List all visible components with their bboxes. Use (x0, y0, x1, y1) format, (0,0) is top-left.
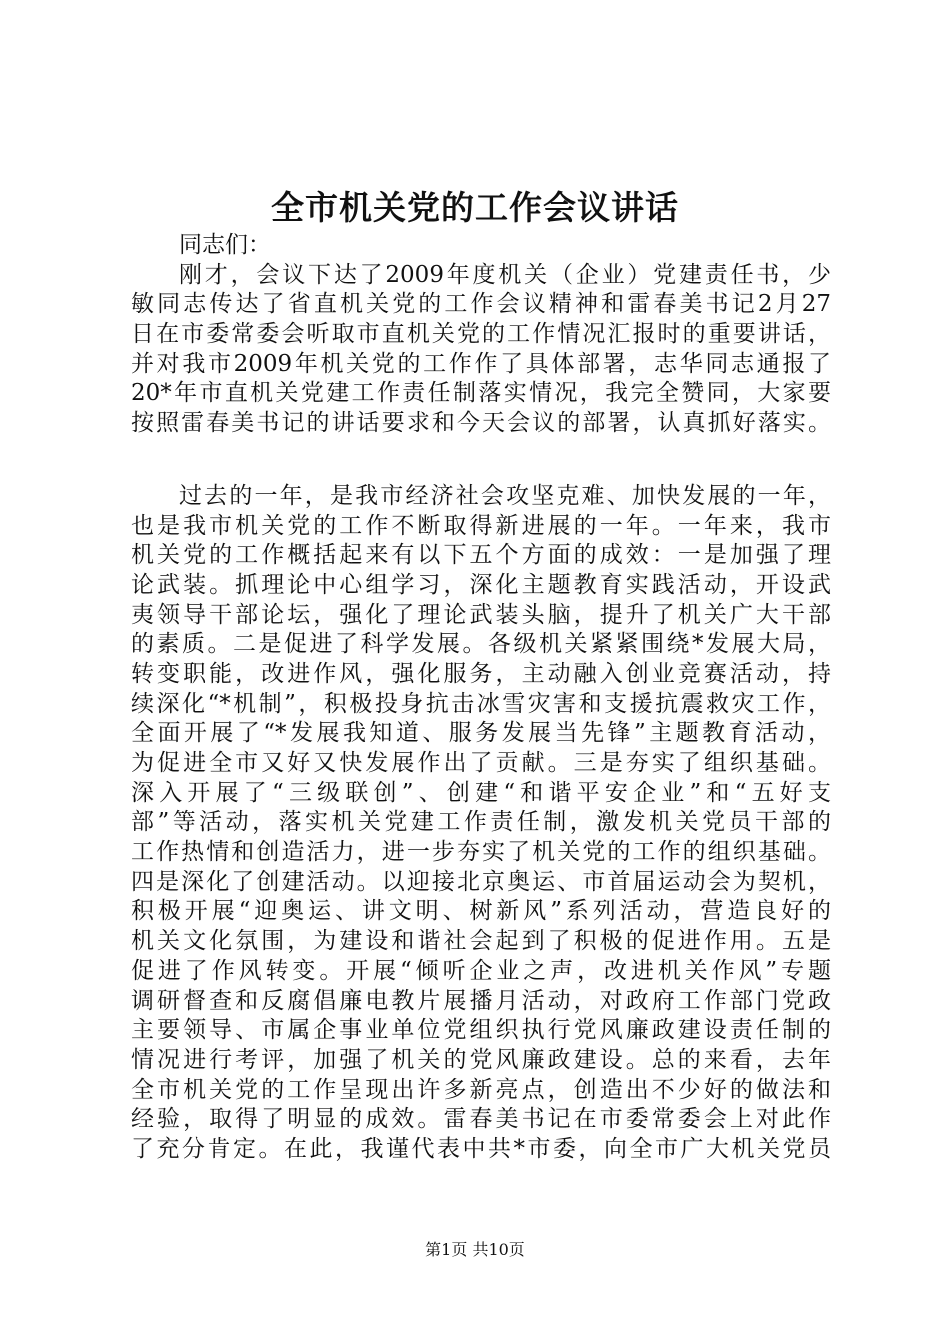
paragraph-1 (131, 261, 831, 439)
page-number: 第1页 共10页 (425, 1240, 525, 1259)
document-title: 全市机关党的工作会议讲话 (271, 188, 679, 227)
text-line: 促进了作风转变。开展“倾听企业之声，改进机关作风”专题 (131, 957, 831, 984)
text-line: 为促进全市又好又快发展作出了贡献。三是夯实了组织基础。 (131, 750, 831, 776)
text-line: 全市机关党的工作呈现出许多新亮点，创造出不少好的做法和 (131, 1076, 831, 1103)
paragraph-2 (131, 482, 831, 1165)
text-line: 经验，取得了明显的成效。雷春美书记在市委常委会上对此作 (131, 1106, 831, 1133)
text-line: 调研督查和反腐倡廉电教片展播月活动，对政府工作部门党政 (131, 987, 831, 1014)
text-line: 20*年市直机关党建工作责任制落实情况，我完全赞同，大家要 (131, 380, 831, 407)
text-line: 夷领导干部论坛，强化了理论武装头脑，提升了机关广大干部 (131, 601, 831, 628)
text-line: 日在市委常委会听取市直机关党的工作情况汇报时的重要讲话， (131, 321, 831, 348)
text-line: 并对我市2009年机关党的工作作了具体部署，志华同志通报了 (131, 350, 831, 377)
text-line: 积极开展“迎奥运、讲文明、树新风”系列活动，营造良好的 (131, 898, 831, 925)
text-line: 工作热情和创造活力，进一步夯实了机关党的工作的组织基础。 (131, 839, 831, 866)
salutation: 同志们： (179, 232, 271, 258)
text-line: 按照雷春美书记的讲话要求和今天会议的部署，认真抓好落实。 (131, 410, 831, 437)
text-line: 也是我市机关党的工作不断取得新进展的一年。一年来，我市 (131, 512, 831, 539)
text-line: 敏同志传达了省直机关党的工作会议精神和雷春美书记2月27 (131, 291, 831, 318)
text-line: 论武装。抓理论中心组学习，深化主题教育实践活动，开设武 (131, 571, 831, 598)
text-line: 部”等活动，落实机关党建工作责任制，激发机关党员干部的 (131, 809, 831, 836)
text-line: 主要领导、市属企事业单位党组织执行党风廉政建设责任制的 (131, 1017, 831, 1044)
text-line: 了充分肯定。在此，我谨代表中共*市委，向全市广大机关党员 (131, 1135, 831, 1162)
text-line: 全面开展了“*发展我知道、服务发展当先锋”主题教育活动， (131, 720, 831, 747)
text-line: 四是深化了创建活动。以迎接北京奥运、市首届运动会为契机， (131, 868, 831, 895)
paragraph-spacer (131, 439, 831, 482)
text-line: 的素质。二是促进了科学发展。各级机关紧紧围绕*发展大局， (131, 631, 831, 658)
document-body (131, 231, 831, 1165)
text-line: 过去的一年，是我市经济社会攻坚克难、加快发展的一年， (179, 482, 831, 509)
text-line: 深入开展了“三级联创”、创建“和谐平安企业”和“五好支 (131, 779, 831, 806)
text-line: 机关党的工作概括起来有以下五个方面的成效：一是加强了理 (131, 542, 831, 569)
text-line: 情况进行考评，加强了机关的党风廉政建设。总的来看，去年 (131, 1046, 831, 1073)
text-line: 续深化“*机制”，积极投身抗击冰雪灾害和支援抗震救灾工作， (131, 690, 831, 717)
text-line: 转变职能，改进作风，强化服务，主动融入创业竞赛活动，持 (131, 660, 831, 687)
text-line: 机关文化氛围，为建设和谐社会起到了积极的促进作用。五是 (131, 928, 831, 955)
text-line: 刚才，会议下达了2009年度机关（企业）党建责任书，少 (179, 261, 831, 288)
